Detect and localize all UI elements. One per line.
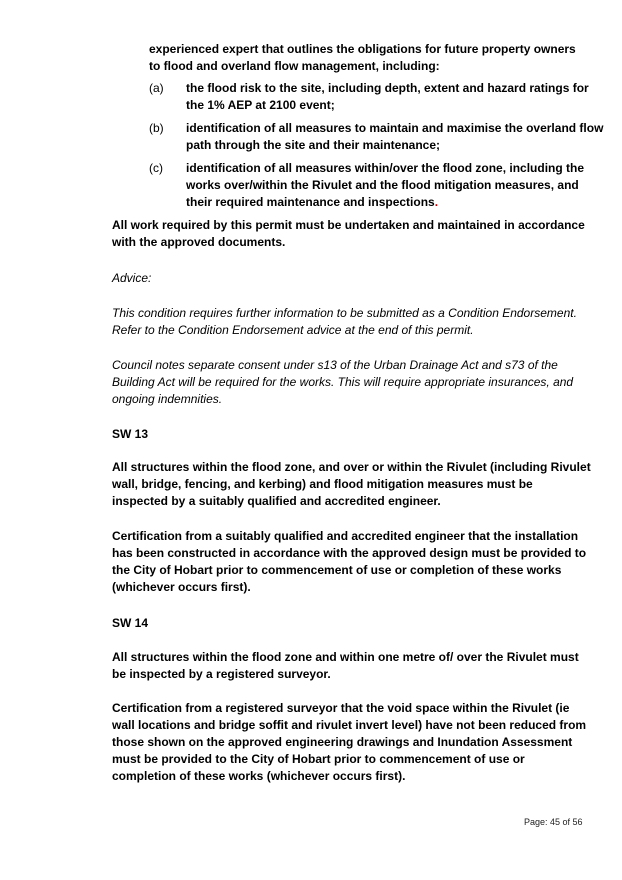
list-label: (b) bbox=[149, 121, 164, 135]
sw14-paragraph-2: Certification from a registered surveyor that the void space within the Rivulet (ie wall locations and bridge soffit and rivulet invert level) have not been reduced from those shown on the approved engineering drawings and Inundation Assessment must be provided to the City of Hobart prior to commencement of use or completion of these works (whichever occurs first). bbox=[112, 701, 587, 783]
sw14-heading: SW 14 bbox=[112, 616, 149, 630]
advice-paragraph-2: Council notes separate consent under s13 of the Urban Drainage Act and s73 of the Building Act will be required for the works. This will require appropriate insurances, and ongoing indemnities. bbox=[112, 358, 574, 406]
list-text-wrapper bbox=[186, 160, 606, 211]
list-text: identification of all measures to maintain and maximise the overland flow path through the site and their maintenance; bbox=[186, 121, 604, 152]
list-label: (a) bbox=[149, 81, 164, 95]
list-text: identification of all measures within/over the flood zone, including the works over/within the Rivulet and the flood mitigation measures, and their required maintenance and inspections bbox=[186, 161, 585, 209]
list-text: the flood risk to the site, including depth, extent and hazard ratings for the 1% AEP at 2100 event; bbox=[186, 81, 589, 112]
advice-paragraph-1: This condition requires further information to be submitted as a Condition Endorsement. Refer to the Condition Endorsement advice at the end of this permit. bbox=[112, 306, 577, 337]
advice-heading: Advice: bbox=[112, 271, 152, 285]
sw14-paragraph-1: All structures within the flood zone and within one metre of/ over the Rivulet must be inspected by a registered surveyor. bbox=[112, 650, 579, 681]
intro-paragraph: experienced expert that outlines the obligations for future property owners to flood and overland flow management, including: bbox=[149, 42, 576, 73]
sw13-paragraph-2: Certification from a suitably qualified and accredited engineer that the installation has been constructed in accordance with the approved design must be provided to the City of Hobart prior to commencement of use or completion of these works (whichever occurs first). bbox=[112, 529, 587, 594]
list-label: (c) bbox=[149, 161, 163, 175]
red-period-mark: . bbox=[434, 195, 439, 209]
sw13-heading: SW 13 bbox=[112, 427, 149, 441]
all-work-paragraph: All work required by this permit must be undertaken and maintained in accordance with the approved documents. bbox=[112, 218, 585, 249]
page-number-footer: Page: 45 of 56 bbox=[524, 817, 583, 827]
sw13-paragraph-1: All structures within the flood zone, and over or within the Rivulet (including Rivulet wall, bridge, fencing, and kerbing) and flood mitigation measures must be inspected by a suitably qualified and accredited engineer. bbox=[112, 460, 591, 508]
